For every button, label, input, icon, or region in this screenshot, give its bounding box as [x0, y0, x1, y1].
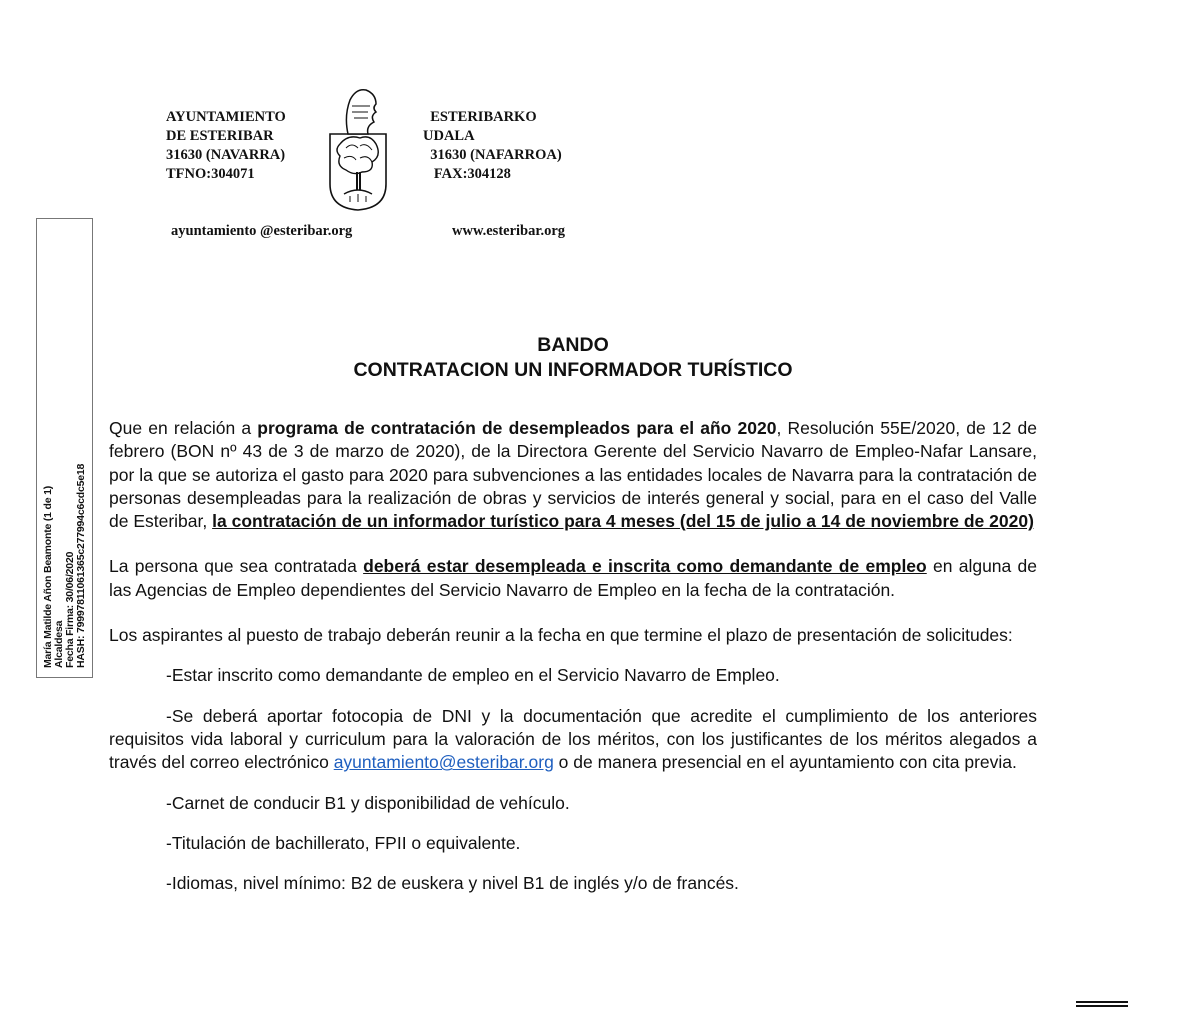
signature-date: Fecha Firma: 30/06/2020: [63, 551, 76, 668]
header-right: [423, 108, 562, 184]
header-left-line: TFNO:304071: [166, 166, 255, 182]
header-right-line: FAX:304128: [423, 166, 511, 182]
header-left-line: AYUNTAMIENTO: [166, 109, 286, 125]
header-right-line: 31630 (NAFARROA): [423, 147, 562, 163]
header-email: ayuntamiento @esteribar.org: [171, 223, 353, 239]
paragraph-bold-underlined: deberá estar desempleada e inscrita como demandante de empleo: [363, 556, 927, 577]
signature-text: [43, 228, 87, 668]
title-line-1: BANDO: [537, 334, 609, 356]
signature-signer: María Matilde Añon Beamonte (1 de 1): [41, 485, 54, 668]
signature-stamp: [36, 218, 93, 678]
paragraph-text: o de manera presencial en el ayuntamiento con cita previa.: [553, 752, 1017, 773]
signature-role: Alcaldesa: [52, 620, 65, 668]
coat-of-arms-icon: [326, 86, 390, 214]
document-body: [109, 417, 1037, 895]
paragraph-bold-underlined: la contratación de un informador turístico para 4 meses (del 15 de julio a 14 de noviembre de 2020): [212, 511, 1034, 532]
paragraph-text: -Se deberá aportar fotocopia de DNI y la documentación que acredite el cumplimiento de los anteriores requisitos vida laboral y curriculum para la valoración de los méritos, con los justificantes de los méritos alegados a través del correo electrónico: [109, 705, 1037, 773]
signature-hash: HASH: 79997811061365c277994c6cdc5e18: [74, 463, 87, 668]
header-right-line: ESTERIBARKO: [423, 109, 537, 125]
paragraph-requirement-unemployed: [109, 555, 1037, 602]
requirement-item: -Estar inscrito como demandante de empleo en el Servicio Navarro de Empleo.: [166, 665, 780, 686]
header-left: [166, 108, 286, 184]
requirement-item: [109, 705, 1037, 775]
title-line-2: CONTRATACION UN INFORMADOR TURÍSTICO: [353, 359, 793, 381]
requirement-item: -Carnet de conducir B1 y disponibilidad de vehículo.: [166, 792, 570, 813]
email-link[interactable]: ayuntamiento@esteribar.org: [333, 752, 554, 773]
page-footer-rule: [1076, 1001, 1128, 1009]
header-website: www.esteribar.org: [452, 223, 566, 239]
header-left-line: DE ESTERIBAR: [166, 128, 274, 144]
paragraph-applicants: Los aspirantes al puesto de trabajo deberán reunir a la fecha en que termine el plazo de presentación de solicitudes:: [109, 625, 1013, 646]
paragraph-program: [109, 417, 1037, 533]
header-left-line: 31630 (NAVARRA): [166, 147, 286, 163]
requirement-item: -Titulación de bachillerato, FPII o equivalente.: [166, 832, 521, 853]
paragraph-text: , Resolución 55E/2020, de 12 de febrero (BON nº 43 de 3 de marzo de 2020), de la Directora Gerente del Servicio Navarro de Empleo-Nafar Lansare, por la que se autoriza el gasto para 2020 para subvenciones a las entidades locales de Navarra para la contratación de personas desempleadas para la realización de obras y servicios de interés general y social, para en el caso del Valle de Esteribar,: [109, 418, 1037, 532]
paragraph-text: en alguna de las Agencias de Empleo dependientes del Servicio Navarro de Empleo en la fecha de la contratación.: [109, 556, 1037, 600]
document-title: [109, 333, 1037, 383]
paragraph-bold: programa de contratación de desempleados para el año 2020: [257, 418, 777, 438]
paragraph-text: Que en relación a: [109, 418, 258, 438]
requirement-item: -Idiomas, nivel mínimo: B2 de euskera y nivel B1 de inglés y/o de francés.: [166, 873, 739, 894]
paragraph-text: La persona que sea contratada: [109, 556, 364, 577]
header-right-line: UDALA: [423, 128, 475, 144]
